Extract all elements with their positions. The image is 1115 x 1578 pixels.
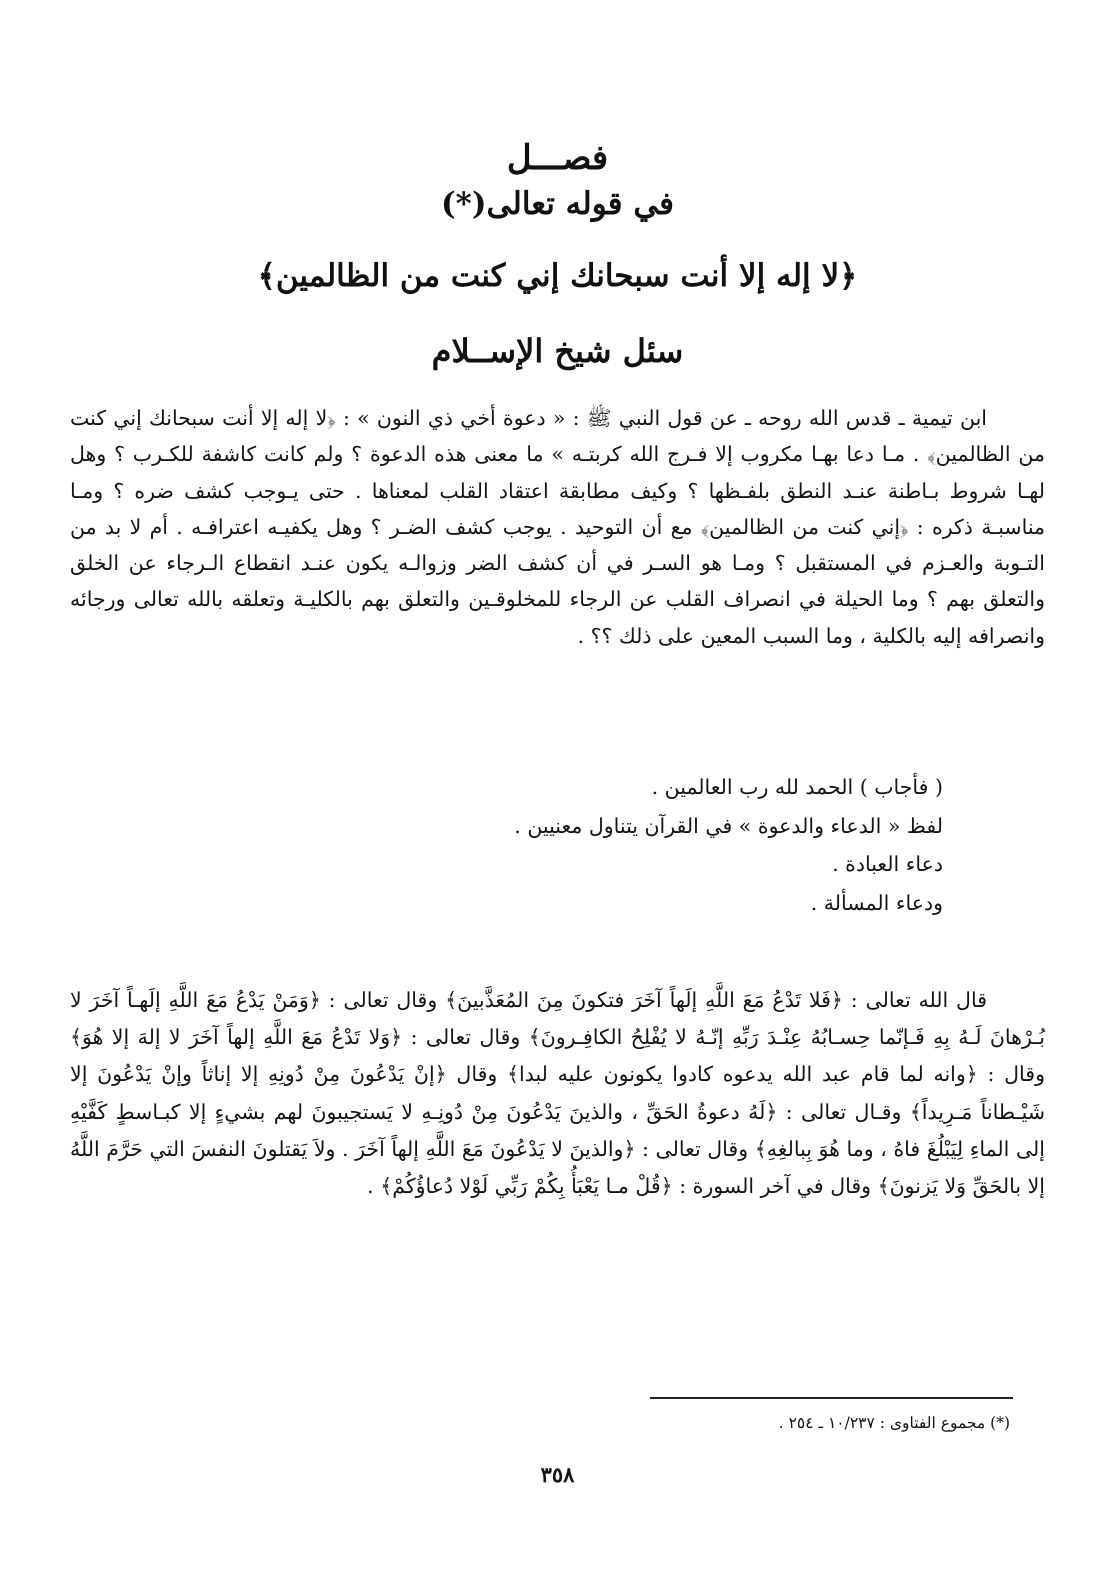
answer-block: [514, 768, 943, 922]
section-subtitle: في قوله تعالى(*): [441, 186, 674, 222]
page-number: ٣٥٨: [540, 1462, 575, 1487]
answer-line: لفظ « الدعاء والدعوة » في القرآن يتناول معنيين .: [514, 813, 943, 838]
verse-heading: ﴿لا إله إلا أنت سبحانك إني كنت من الظالمين﴾: [257, 258, 858, 294]
question-paragraph: ابن تيمية ـ قدس الله روحه ـ عن قول النبي ﷺ : « دعوة أخي ذي النون » : ﴿لا إله إلا أنت سبحانك إني كنت من الظالمين﴾ . مـا دعا بهـا مكروب إلا فـرج الله كربتـه » ما معنى هذه الدعوة ؟ ولم كانت كاشفة للكـرب ؟ وهل لهـا شروط بـاطنة عنـد النطق بلفـظها ؟ وكيف مطابقة اعتقاد القلب لمعناها . حتى يـوجب كشف ضره ؟ ومـا مناسبـة ذكره : ﴿إني كنت من الظالمين﴾ مع أن التوحيد . يوجب كشف الضـر ؟ وهل يكفيـه اعترافـه . أم لا بد من التـوبة والعـزم في المستقبل ؟ ومـا هو السـر في أن كشف الضر وزوالـه يكون عنـد انقطاع الـرجاء عن الخلق والتعلق بهم ؟ وما الحيلة في انصراف القلب عن الرجاء للمخلوقـين والتعلق بهم بالكليـة وتعلقه بالله تعالى ورجائه وانصرافه إليه بالكلية ، وما السبب المعين على ذلك ؟؟ .: [70, 406, 1045, 648]
answer-line: ( فأجاب ) الحمد لله رب العالمين .: [651, 775, 943, 799]
question-block: [70, 400, 1045, 654]
footnote-divider: [650, 1397, 1013, 1399]
quote-block: [70, 982, 1045, 1205]
answer-line: دعاء العبادة .: [832, 852, 943, 876]
footnote: (*) مجموع الفتاوى : ١٠/٢٣٧ ـ ٢٥٤ .: [778, 1414, 1010, 1432]
section-title: فصـــل: [506, 138, 609, 178]
answer-line: ودعاء المسألة .: [810, 890, 943, 915]
quote-paragraph: قال الله تعالى : ﴿فَلا تَدْعُ مَعَ اللَّهِ إلَهاً آخَرَ فتكونَ مِنَ المُعَذَّبينَ﴾ وقال تعالى : ﴿وَمَنْ يَدْعُ مَعَ اللَّهِ إلَهـاً آخَرَ لا بُـرْهانَ لَـهُ بِهِ فَـإنّما حِسـابُهُ عِنْـدَ رَبِّهِ إنّـهُ لا يُفْلِحُ الكافِـرونَ﴾ وقال تعالى : ﴿وَلا تَدْعُ مَعَ اللَّهِ إلهاً آخَرَ لا إلهَ إلا هُوَ﴾ وقال : ﴿وانه لما قام عبد الله يدعوه كادوا يكونون عليه لبدا﴾ وقال ﴿إنْ يَدْعُونَ مِنْ دُونِهِ إلا إناثاً وإنْ يَدْعُونَ إلا شَيْـطاناً مَـرِيداً﴾ وقـال تعالى : ﴿لَهُ دعوةُ الحَقِّ ، والذينَ يَدْعُونَ مِنْ دُونِـهِ لا يَستجيبونَ لهم بشيءٍ إلا كبـاسطٍ كَفَّيْهِ إلى الماءِ لِيَبْلُغَ فاهُ ، وما هُوَ بِبالغِهِ﴾ وقال تعالى : ﴿والذينَ لا يَدْعُونَ مَعَ اللَّهِ إلهاً آخَرَ . ولاَ يَقتلونَ النفسَ التي حَرَّمَ اللَّهُ إلا بالحَقِّ وَلا يَزنونَ﴾ وقال في آخر السورة : ﴿قُلْ مـا يَعْبَأُ بِكُمْ رَبِّي لَوْلا دُعاؤُكُمْ﴾ .: [70, 988, 1045, 1199]
question-heading: سئل شيخ الإســلام: [431, 332, 684, 370]
